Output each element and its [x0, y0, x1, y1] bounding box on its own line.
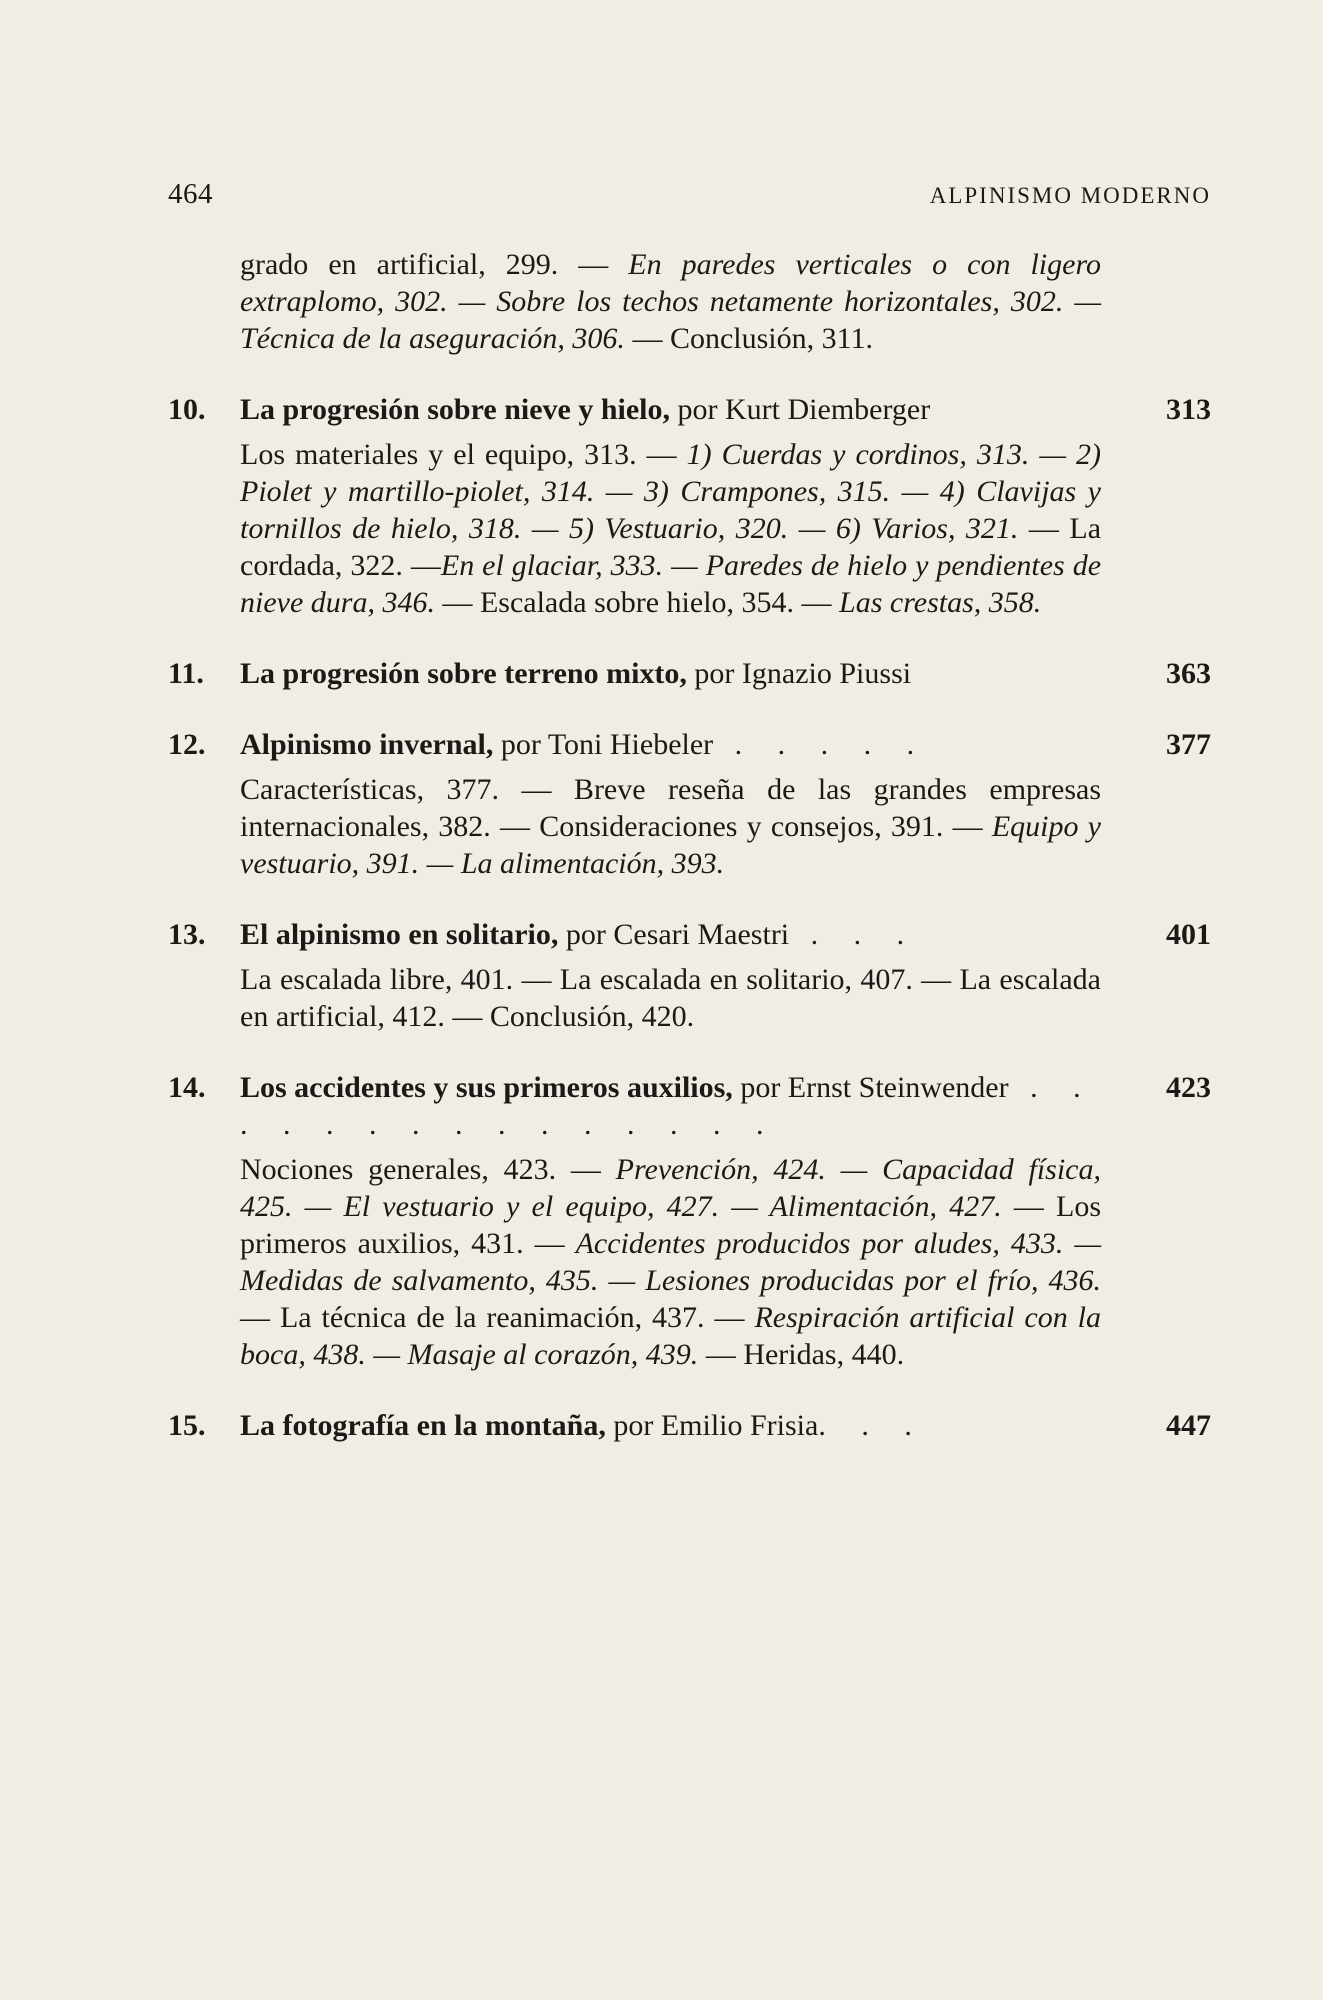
chapter-author: por Ignazio Piussi	[686, 657, 912, 690]
continuation-segment: En paredes verticales o con ligero extraplomo, 302. — Sobre los techos netamente horizontales, 302. — Técnica de la aseguración, 306.	[240, 248, 1101, 355]
chapter-number: 11.	[168, 657, 204, 690]
chapter-summary	[240, 961, 1101, 1035]
toc-entry	[168, 391, 1211, 621]
chapter-author: por Emilio Frisia	[605, 1409, 819, 1442]
dot-leaders: . . . . . . . . . . . . . . .	[240, 1071, 1095, 1141]
table-of-contents	[168, 246, 1211, 1444]
toc-entry-heading	[168, 391, 1211, 428]
summary-segment: Accidentes producidos por aludes, 433. — Medidas de salvamento, 435. — Lesiones producidas por el frío, 436.	[240, 1227, 1101, 1297]
chapter-page-number: 423	[1166, 1071, 1211, 1104]
summary-segment: — Los primeros auxilios, 431. —	[240, 1190, 1102, 1260]
chapter-heading-text	[240, 655, 1101, 692]
summary-segment: La escalada libre, 401. — La escalada en solitario, 407. — La escalada en artificial, 412. — Conclusión, 420.	[240, 963, 1101, 1033]
chapter-number: 10.	[168, 393, 206, 426]
toc-entry-heading	[168, 1069, 1211, 1143]
chapter-page-number: 363	[1166, 657, 1211, 690]
chapter-heading-text	[240, 391, 1101, 428]
summary-segment: — La técnica de la reanimación, 437. —	[240, 1301, 755, 1334]
chapter-heading-text	[240, 1407, 1101, 1444]
chapter-summary	[240, 771, 1101, 882]
chapter-summary	[240, 1151, 1101, 1373]
chapter-author: por Ernst Steinwender	[732, 1071, 1009, 1104]
toc-entry-heading	[168, 916, 1211, 953]
chapter-title: Alpinismo invernal,	[240, 728, 494, 761]
dot-leaders: . . . . .	[713, 728, 929, 761]
toc-entry	[168, 916, 1211, 1035]
chapter-page-number: 313	[1166, 393, 1211, 426]
chapter-number: 15.	[168, 1409, 206, 1442]
toc-entry	[168, 655, 1211, 692]
dot-leaders: . . .	[818, 1409, 926, 1442]
chapter-heading-text	[240, 916, 1101, 953]
summary-segment: Respiración artificial con la boca, 438. — Masaje al corazón, 439.	[240, 1301, 1101, 1371]
chapter-heading-text	[240, 726, 1101, 763]
continuation-paragraph	[240, 246, 1101, 357]
chapter-author: por Cesari Maestri	[558, 918, 790, 951]
chapter-page-number: 447	[1166, 1409, 1211, 1442]
page-number: 464	[168, 178, 213, 210]
toc-entry-heading	[168, 655, 1211, 692]
chapter-heading-text	[240, 1069, 1101, 1143]
summary-segment: — Escalada sobre hielo, 354. —	[434, 586, 840, 619]
summary-segment: — La cordada, 322. —	[240, 512, 1102, 582]
summary-segment: — Heridas, 440.	[698, 1338, 905, 1371]
summary-segment: Los materiales y el equipo, 313. —	[240, 438, 687, 471]
toc-entry-heading	[168, 1407, 1211, 1444]
continuation-segment: grado en artificial, 299. —	[240, 248, 629, 281]
toc-entry	[168, 1407, 1211, 1444]
summary-segment: Nociones generales, 423. —	[240, 1153, 616, 1186]
chapter-number: 13.	[168, 918, 206, 951]
chapter-title: La fotografía en la montaña,	[240, 1409, 606, 1442]
chapter-title: Los accidentes y sus primeros auxilios,	[240, 1071, 733, 1104]
chapter-author: por Kurt Diemberger	[670, 393, 931, 426]
toc-entry-heading	[168, 726, 1211, 763]
continuation-segment: — Conclusión, 311.	[624, 322, 873, 355]
dot-leaders: . . .	[789, 918, 919, 951]
chapter-page-number: 377	[1166, 728, 1211, 761]
toc-entry	[168, 1069, 1211, 1373]
chapter-summary	[240, 436, 1101, 621]
chapter-author: por Toni Hiebeler	[493, 728, 714, 761]
toc-entries	[168, 391, 1211, 1444]
summary-segment: Prevención, 424. — Capacidad física, 425. — El vestuario y el equipo, 427. — Alimentación, 427.	[240, 1153, 1101, 1223]
summary-segment: 1) Cuerdas y cordinos, 313. — 2) Piolet y martillo-piolet, 314. — 3) Crampones, 315. — 4) Clavijas y tornillos de hielo, 318. — 5) Vestuario, 320. — 6) Varios, 321.	[240, 438, 1101, 545]
chapter-title: El alpinismo en solitario,	[240, 918, 559, 951]
chapter-number: 14.	[168, 1071, 206, 1104]
summary-segment: Equipo y vestuario, 391. — La alimentación, 393.	[240, 810, 1101, 880]
chapter-title: La progresión sobre terreno mixto,	[240, 657, 687, 690]
running-head: ALPINISMO MODERNO	[929, 183, 1211, 208]
chapter-page-number: 401	[1166, 918, 1211, 951]
summary-segment: Características, 377. — Breve reseña de las grandes empresas internacionales, 382. — Consideraciones y consejos, 391. —	[240, 773, 1101, 843]
page-header	[168, 178, 1211, 211]
chapter-title: La progresión sobre nieve y hielo,	[240, 393, 671, 426]
chapter-number: 12.	[168, 728, 206, 761]
summary-segment: En el glaciar, 333. — Paredes de hielo y pendientes de nieve dura, 346.	[240, 549, 1102, 619]
toc-entry	[168, 726, 1211, 882]
summary-segment: Las crestas, 358.	[839, 586, 1042, 619]
